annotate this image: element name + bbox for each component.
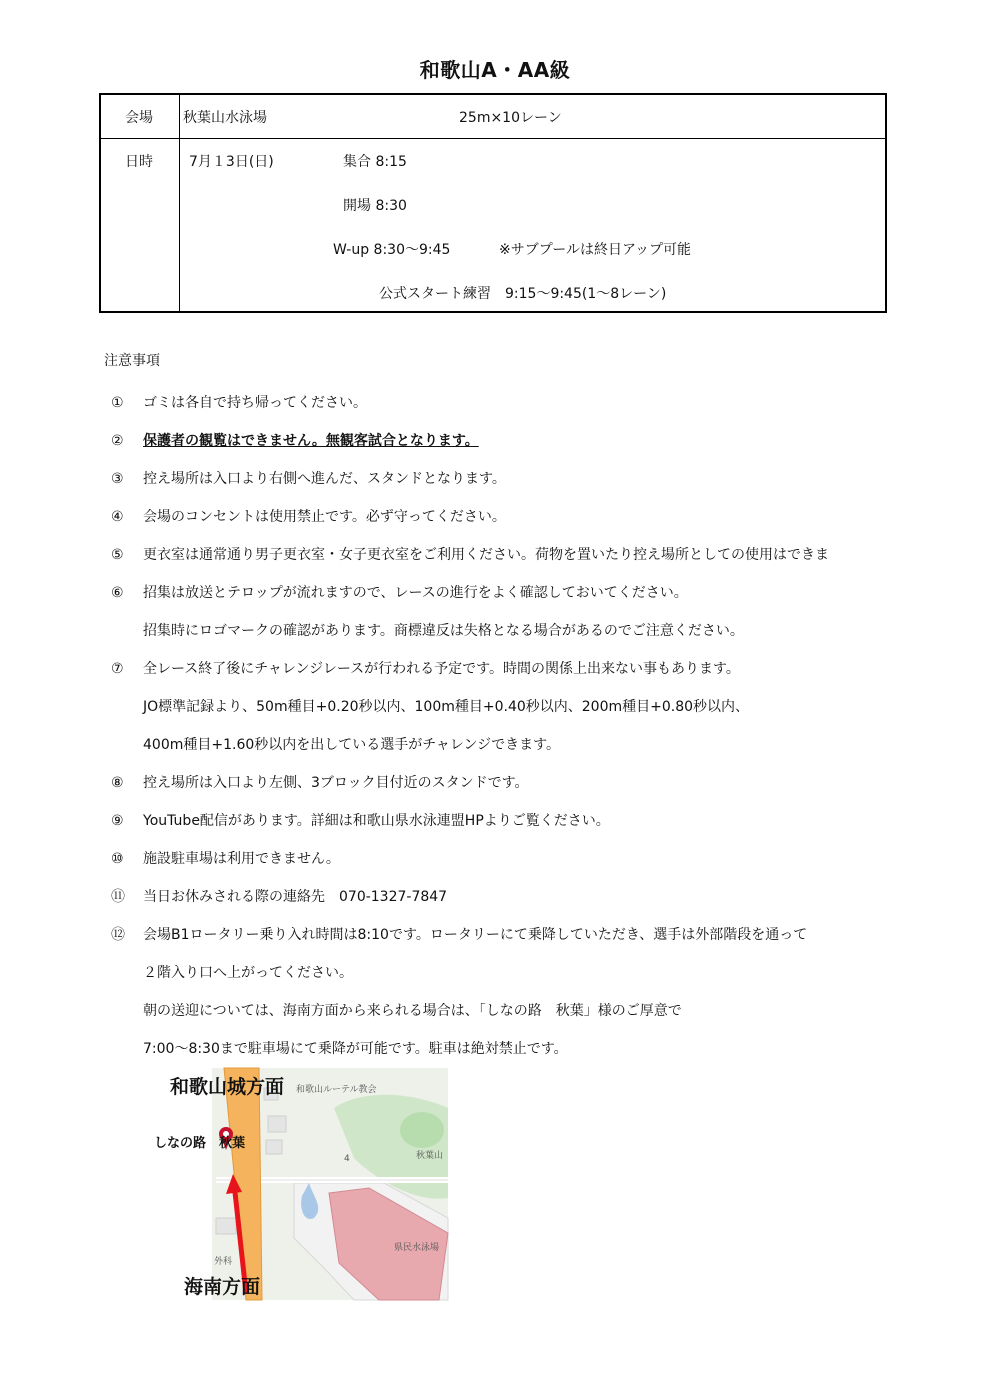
south-direction-label: 海南方面 [184, 1276, 261, 1298]
note-4: 会場のコンセントは使用禁止です。必ず守ってください。 [143, 509, 506, 525]
note-10: 施設駐車場は利用できません。 [143, 851, 340, 867]
note-1: ゴミは各自で持ち帰ってください。 [143, 395, 367, 411]
schedule-label: 日時 [125, 154, 153, 170]
note-9: YouTube配信があります。詳細は和歌山県水泳連盟HPよりご覧ください。 [143, 813, 610, 829]
park-hill [400, 1112, 444, 1148]
note-number: ③ [111, 471, 124, 487]
hill-label: 秋葉山 [416, 1151, 444, 1161]
note-12-line3: 朝の送迎については、海南方面から来られる場合は、「しなの路 秋葉」様のご厚意で [143, 1003, 682, 1019]
note-number: ⑩ [111, 851, 124, 867]
note-number: ⑥ [111, 585, 124, 601]
map-graphic [164, 1068, 448, 1300]
block-number: 4 [344, 1154, 350, 1164]
note-number: ⑨ [111, 813, 124, 829]
note-11-contact: 当日お休みされる際の連絡先 070-1327-7847 [143, 889, 448, 905]
pool-label: 県民水泳場 [394, 1243, 440, 1253]
note-8: 控え場所は入口より左側、3ブロック目付近のスタンドです。 [143, 775, 529, 791]
schedule-date: 7月１3日(日) [189, 154, 274, 170]
note-number: ① [111, 395, 124, 411]
note-6-line1: 招集は放送とテロップが流れますので、レースの進行をよく確認しておいてください。 [143, 585, 688, 601]
note-number: ⑫ [111, 927, 125, 943]
venue-label: 会場 [125, 110, 153, 126]
shop-label: しなの路 秋葉 [154, 1136, 246, 1151]
schedule-open: 開場 8:30 [343, 198, 407, 214]
note-number: ④ [111, 509, 124, 525]
note-5: 更衣室は通常通り男子更衣室・女子更衣室をご利用ください。荷物を置いたり控え場所としての使用はできま [143, 547, 829, 563]
north-direction-label: 和歌山城方面 [170, 1076, 285, 1098]
note-12-line2: ２階入り口へ上がってください。 [143, 965, 353, 981]
access-map [154, 1068, 448, 1300]
note-number: ② [111, 433, 124, 449]
schedule-gather: 集合 8:15 [343, 154, 407, 170]
note-7-line3: 400m種目+1.60秒以内を出している選手がチャレンジできます。 [143, 737, 561, 753]
note-7-line2: JO標準記録より、50m種目+0.20秒以内、100m種目+0.40秒以内、200m種目+0.80秒以内、 [143, 699, 750, 715]
church-label: 和歌山ルーテル教会 [296, 1085, 377, 1095]
schedule-official-start: 公式スタート練習 9:15～9:45(1～8レーン) [379, 286, 667, 302]
page-title: 和歌山A・AA級 [419, 58, 571, 82]
schedule-warmup: W-up 8:30～9:45 [333, 242, 451, 258]
venue-spec: 25m×10レーン [459, 110, 562, 126]
note-12-line1: 会場B1ロータリー乗り入れ時間は8:10です。ロータリーにて乗降していただき、選手は外部階段を通って [143, 927, 808, 943]
schedule-subpool: ※サブプールは終日アップ可能 [499, 242, 692, 258]
notes-heading: 注意事項 [104, 353, 160, 369]
clinic-label: 外科 [214, 1257, 233, 1267]
note-number: ⑧ [111, 775, 124, 791]
venue-name: 秋葉山水泳場 [183, 110, 267, 126]
note-number: ⑤ [111, 547, 124, 563]
note-number: ⑦ [111, 661, 124, 677]
note-number: ⑪ [111, 889, 125, 905]
note-7-line1: 全レース終了後にチャレンジレースが行われる予定です。時間の関係上出来ない事もあります。 [143, 661, 740, 677]
note-3: 控え場所は入口より右側へ進んだ、スタンドとなります。 [143, 471, 506, 487]
note-2-emphasis: 保護者の観覧はできません。無観客試合となります。 [143, 433, 479, 449]
note-6-line2: 招集時にロゴマークの確認があります。商標違反は失格となる場合があるのでご注意ください。 [143, 623, 744, 639]
note-12-line4: 7:00～8:30まで駐車場にて乗降が可能です。駐車は絶対禁止です。 [143, 1041, 568, 1057]
